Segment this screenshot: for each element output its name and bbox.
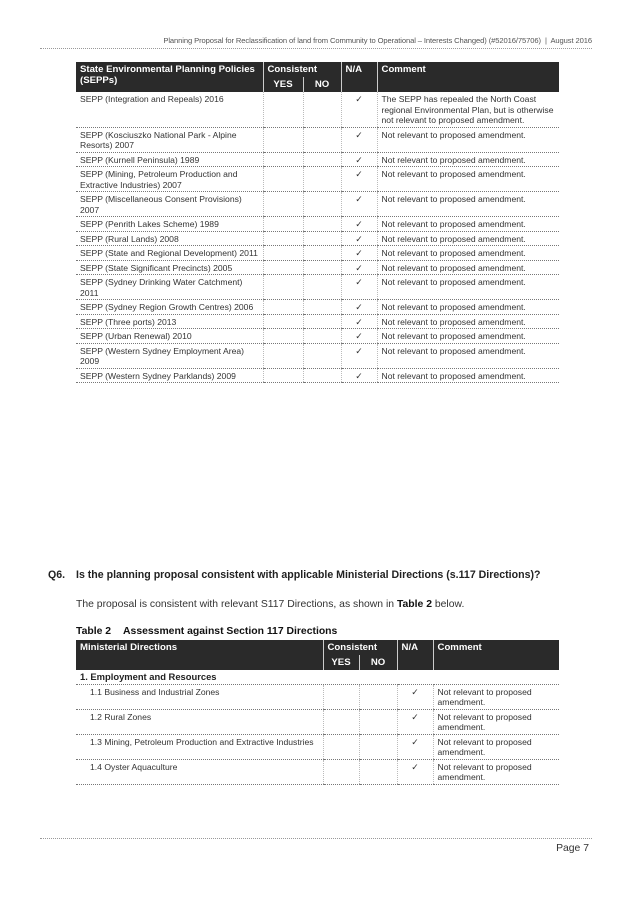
table-row (76, 275, 559, 300)
caption-title: Assessment against Section 117 Directions (123, 626, 338, 637)
row-label: 1.3 Mining, Petroleum Production and Extractive Industries (76, 734, 323, 759)
table-row (76, 231, 559, 246)
row-comment: Not relevant to proposed amendment. (377, 260, 559, 275)
row-na: ✓ (341, 368, 377, 383)
table-row (76, 246, 559, 261)
row-comment: Not relevant to proposed amendment. (377, 275, 559, 300)
header-title: Planning Proposal for Reclassification of land from Community to Operational – Interests Changed) (#52016/75706) (163, 36, 541, 45)
group-label: 1. Employment and Resources (76, 670, 397, 684)
col-header-policy: State Environmental Planning Policies (SEPPs) (76, 62, 263, 92)
row-label: SEPP (Sydney Drinking Water Catchment) 2011 (76, 275, 263, 300)
directions-table-body (76, 670, 559, 784)
col-header-na-blank (397, 655, 433, 670)
header-separator: | (544, 36, 547, 45)
row-na: ✓ (341, 329, 377, 344)
row-yes (323, 734, 359, 759)
row-na: ✓ (341, 92, 377, 127)
row-na: ✓ (341, 167, 377, 192)
row-no (303, 217, 341, 232)
table-row (76, 167, 559, 192)
row-label: SEPP (Kosciuszko National Park - Alpine Resorts) 2007 (76, 127, 263, 152)
row-label: 1.1 Business and Industrial Zones (76, 684, 323, 709)
col-header-no: NO (359, 655, 397, 670)
col-header-na: N/A (397, 640, 433, 655)
col-header-comment-blank (433, 655, 559, 670)
group-row (76, 670, 559, 684)
row-label: SEPP (State Significant Precincts) 2005 (76, 260, 263, 275)
col-header-consistent: Consistent (323, 640, 397, 655)
row-comment: Not relevant to proposed amendment. (377, 368, 559, 383)
row-yes (263, 275, 303, 300)
row-yes (323, 759, 359, 784)
row-label: SEPP (Western Sydney Employment Area) 2009 (76, 343, 263, 368)
row-yes (263, 231, 303, 246)
row-comment: Not relevant to proposed amendment. (433, 709, 559, 734)
row-label: SEPP (Western Sydney Parklands) 2009 (76, 368, 263, 383)
row-no (303, 329, 341, 344)
row-no (303, 260, 341, 275)
paragraph-after: below. (434, 599, 465, 610)
row-label: SEPP (Three ports) 2013 (76, 314, 263, 329)
row-comment: Not relevant to proposed amendment. (377, 167, 559, 192)
table-row (76, 92, 559, 127)
row-no (359, 759, 397, 784)
row-no (303, 167, 341, 192)
table-row (76, 329, 559, 344)
caption-label: Table 2 (76, 626, 112, 637)
table-row (76, 314, 559, 329)
row-na: ✓ (341, 314, 377, 329)
row-na: ✓ (341, 231, 377, 246)
row-comment: Not relevant to proposed amendment. (433, 684, 559, 709)
row-na: ✓ (341, 152, 377, 167)
row-yes (263, 127, 303, 152)
table-row (76, 127, 559, 152)
row-no (303, 314, 341, 329)
row-label: 1.2 Rural Zones (76, 709, 323, 734)
row-no (303, 92, 341, 127)
row-no (303, 343, 341, 368)
row-comment: Not relevant to proposed amendment. (377, 217, 559, 232)
row-comment: Not relevant to proposed amendment. (433, 734, 559, 759)
paragraph-before: The proposal is consistent with relevant S117 Directions, as shown in (76, 599, 395, 610)
row-na: ✓ (397, 759, 433, 784)
row-na: ✓ (341, 260, 377, 275)
row-yes (263, 92, 303, 127)
question-number: Q6. (48, 569, 66, 581)
row-no (359, 734, 397, 759)
row-yes (263, 152, 303, 167)
row-no (303, 231, 341, 246)
group-blank (433, 670, 559, 684)
row-label: SEPP (Urban Renewal) 2010 (76, 329, 263, 344)
row-yes (323, 709, 359, 734)
row-yes (323, 684, 359, 709)
row-no (359, 709, 397, 734)
row-no (303, 127, 341, 152)
row-label: SEPP (Mining, Petroleum Production and Extractive Industries) 2007 (76, 167, 263, 192)
row-yes (263, 314, 303, 329)
row-yes (263, 192, 303, 217)
col-header-yes: YES (263, 77, 303, 92)
row-na: ✓ (397, 709, 433, 734)
row-label: SEPP (Penrith Lakes Scheme) 1989 (76, 217, 263, 232)
row-no (359, 684, 397, 709)
header-date: August 2016 (550, 36, 592, 45)
row-comment: Not relevant to proposed amendment. (377, 127, 559, 152)
row-yes (263, 217, 303, 232)
row-na: ✓ (341, 246, 377, 261)
row-yes (263, 343, 303, 368)
row-comment: Not relevant to proposed amendment. (377, 329, 559, 344)
table-row (76, 192, 559, 217)
row-label: SEPP (Rural Lands) 2008 (76, 231, 263, 246)
table-row (76, 734, 559, 759)
row-comment: Not relevant to proposed amendment. (433, 759, 559, 784)
row-no (303, 368, 341, 383)
row-no (303, 192, 341, 217)
row-yes (263, 260, 303, 275)
col-header-na-blank (341, 77, 377, 92)
col-header-consistent: Consistent (263, 62, 341, 77)
row-label: SEPP (Integration and Repeals) 2016 (76, 92, 263, 127)
question-text: Is the planning proposal consistent with applicable Ministerial Directions (s.117 Directions)? (76, 569, 541, 581)
table-row (76, 217, 559, 232)
table2-caption (76, 626, 337, 637)
table-row (76, 684, 559, 709)
row-na: ✓ (397, 734, 433, 759)
row-yes (263, 300, 303, 315)
sepp-table-body (76, 92, 559, 383)
row-comment: The SEPP has repealed the North Coast regional Environmental Plan, but is otherwise not relevant to proposed amendment. (377, 92, 559, 127)
row-comment: Not relevant to proposed amendment. (377, 300, 559, 315)
row-comment: Not relevant to proposed amendment. (377, 231, 559, 246)
row-yes (263, 246, 303, 261)
table-row (76, 368, 559, 383)
sepp-table (76, 62, 559, 383)
col-header-yes: YES (323, 655, 359, 670)
table-row (76, 152, 559, 167)
body-paragraph (76, 599, 566, 610)
table-row (76, 260, 559, 275)
row-label: SEPP (Miscellaneous Consent Provisions) 2007 (76, 192, 263, 217)
page-number: Page 7 (556, 843, 589, 854)
row-comment: Not relevant to proposed amendment. (377, 192, 559, 217)
row-label: SEPP (Kurnell Peninsula) 1989 (76, 152, 263, 167)
col-header-comment-blank (377, 77, 559, 92)
row-comment: Not relevant to proposed amendment. (377, 314, 559, 329)
row-na: ✓ (341, 217, 377, 232)
table-row (76, 343, 559, 368)
col-header-comment: Comment (377, 62, 559, 77)
group-blank (397, 670, 433, 684)
row-label: SEPP (Sydney Region Growth Centres) 2006 (76, 300, 263, 315)
table-row (76, 300, 559, 315)
row-no (303, 300, 341, 315)
row-comment: Not relevant to proposed amendment. (377, 152, 559, 167)
col-header-direction: Ministerial Directions (76, 640, 323, 670)
row-no (303, 152, 341, 167)
row-na: ✓ (341, 127, 377, 152)
row-na: ✓ (341, 192, 377, 217)
footer-rule (40, 838, 592, 839)
row-na: ✓ (341, 300, 377, 315)
row-label: SEPP (State and Regional Development) 2011 (76, 246, 263, 261)
row-no (303, 275, 341, 300)
col-header-no: NO (303, 77, 341, 92)
col-header-na: N/A (341, 62, 377, 77)
row-comment: Not relevant to proposed amendment. (377, 246, 559, 261)
row-yes (263, 167, 303, 192)
running-header (80, 36, 592, 45)
row-yes (263, 329, 303, 344)
row-no (303, 246, 341, 261)
row-label: 1.4 Oyster Aquaculture (76, 759, 323, 784)
table-row (76, 759, 559, 784)
row-yes (263, 368, 303, 383)
row-na: ✓ (397, 684, 433, 709)
header-rule (40, 48, 592, 49)
directions-table (76, 640, 559, 785)
paragraph-table-ref: Table 2 (396, 599, 432, 610)
row-comment: Not relevant to proposed amendment. (377, 343, 559, 368)
col-header-comment: Comment (433, 640, 559, 655)
row-na: ✓ (341, 275, 377, 300)
table-row (76, 709, 559, 734)
row-na: ✓ (341, 343, 377, 368)
